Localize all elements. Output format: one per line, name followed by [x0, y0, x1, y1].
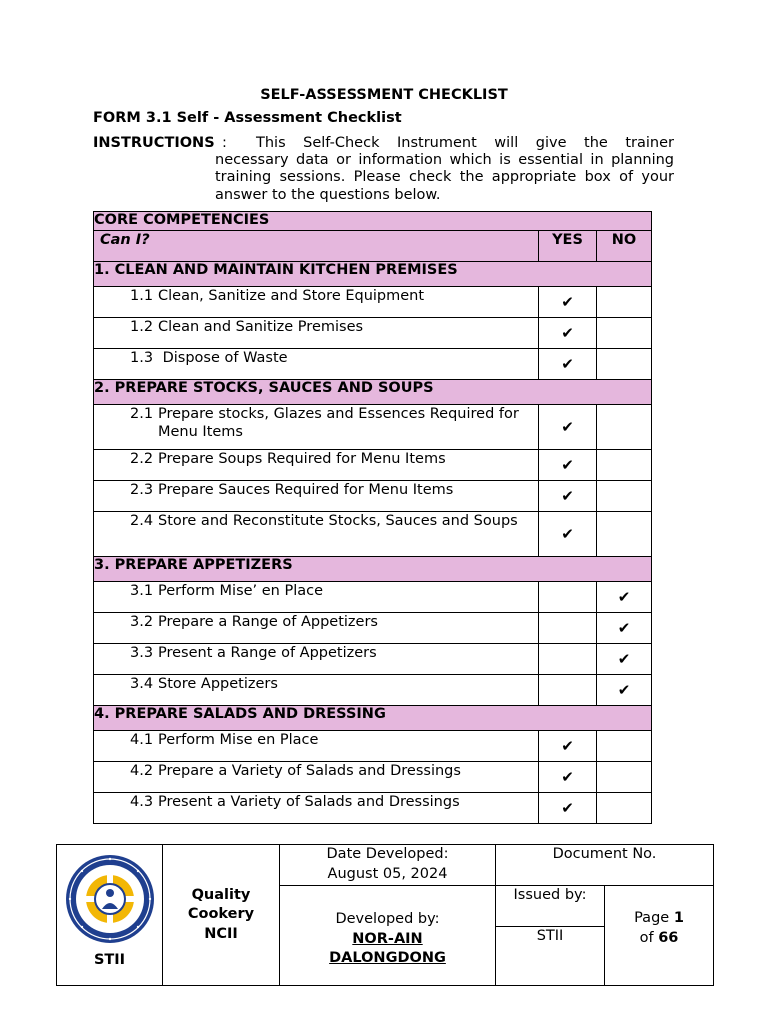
competency-number: 4.3	[130, 794, 154, 810]
yes-checkbox-cell[interactable]	[539, 318, 597, 349]
competency-row	[94, 613, 652, 644]
competency-number: 3.2	[130, 614, 154, 630]
competency-number: 1.3	[130, 350, 154, 366]
competency-cell	[94, 762, 539, 793]
checkmark-icon: ✔	[561, 293, 574, 311]
yes-checkbox-cell[interactable]	[539, 450, 597, 481]
no-column-header: NO	[597, 231, 652, 262]
checkmark-icon: ✔	[561, 525, 574, 543]
competency-cell	[94, 287, 539, 318]
yes-checkbox-cell[interactable]	[539, 582, 597, 613]
no-checkbox-cell[interactable]	[597, 762, 652, 793]
yes-checkbox-cell[interactable]	[539, 349, 597, 380]
yes-checkbox-cell[interactable]	[539, 613, 597, 644]
yes-checkbox-cell[interactable]	[539, 731, 597, 762]
competency-row	[94, 318, 652, 349]
competency-number: 4.2	[130, 763, 154, 779]
section-title: 1. CLEAN AND MAINTAIN KITCHEN PREMISES	[94, 262, 652, 287]
no-checkbox-cell[interactable]	[597, 318, 652, 349]
no-checkbox-cell[interactable]	[597, 675, 652, 706]
competency-row	[94, 762, 652, 793]
competency-text: Perform Mise en Place	[158, 732, 319, 748]
section-title: 2. PREPARE STOCKS, SAUCES AND SOUPS	[94, 380, 652, 405]
competency-number: 3.1	[130, 583, 154, 599]
yes-checkbox-cell[interactable]	[539, 793, 597, 824]
competency-cell	[94, 318, 539, 349]
no-checkbox-cell[interactable]	[597, 644, 652, 675]
competency-text: Clean, Sanitize and Store Equipment	[158, 288, 425, 304]
checkmark-icon: ✔	[561, 799, 574, 817]
logo-cell	[57, 845, 163, 986]
no-checkbox-cell[interactable]	[597, 405, 652, 450]
checkmark-icon: ✔	[617, 650, 631, 668]
no-checkbox-cell[interactable]	[597, 287, 652, 318]
competency-number: 2.2	[130, 451, 154, 467]
competency-row	[94, 481, 652, 512]
self-assessment-table	[93, 211, 652, 824]
yes-checkbox-cell[interactable]	[539, 762, 597, 793]
developed-by-cell	[280, 886, 496, 986]
page-word: Page	[634, 910, 670, 926]
page-number	[605, 909, 713, 929]
checkmark-icon: ✔	[561, 768, 574, 786]
competency-text: Store and Reconstitute Stocks, Sauces and Soups	[158, 513, 518, 529]
checkmark-icon: ✔	[561, 324, 574, 342]
instructions-label: INSTRUCTIONS	[93, 135, 215, 151]
competency-text: Present a Range of Appetizers	[158, 645, 377, 661]
competency-cell	[94, 405, 539, 450]
issued-by-cell	[496, 886, 605, 927]
no-checkbox-cell[interactable]	[597, 582, 652, 613]
section-row	[94, 380, 652, 405]
checkmark-icon: ✔	[561, 355, 574, 373]
no-checkbox-cell[interactable]	[597, 731, 652, 762]
competency-row	[94, 450, 652, 481]
checkmark-icon: ✔	[561, 487, 574, 505]
competency-cell	[94, 582, 539, 613]
competency-cell	[94, 481, 539, 512]
competency-number: 3.4	[130, 676, 154, 692]
of-word: of	[639, 929, 654, 946]
yes-checkbox-cell[interactable]	[539, 644, 597, 675]
developed-by-label: Developed by:	[335, 911, 440, 928]
checkmark-icon: ✔	[561, 737, 574, 755]
competency-number: 1.2	[130, 319, 154, 335]
qualification-line-2: Cookery	[187, 906, 255, 923]
page-current: 1	[673, 910, 684, 926]
table-header-columns	[94, 231, 652, 262]
competency-cell	[94, 613, 539, 644]
competency-number: 3.3	[130, 645, 154, 661]
competency-text: Present a Variety of Salads and Dressings	[158, 794, 460, 810]
page-title: SELF-ASSESSMENT CHECKLIST	[260, 87, 508, 103]
competency-cell	[94, 512, 539, 557]
no-checkbox-cell[interactable]	[597, 450, 652, 481]
developer-name-line-1: NOR-AIN	[352, 930, 423, 947]
competency-number: 1.1	[130, 288, 154, 304]
competency-text: Clean and Sanitize Premises	[158, 319, 364, 335]
issued-by-value: STII	[536, 928, 564, 944]
page-number-cell	[605, 886, 714, 986]
yes-checkbox-cell[interactable]	[539, 512, 597, 557]
competency-number: 4.1	[130, 732, 154, 748]
competency-row	[94, 582, 652, 613]
competency-row	[94, 793, 652, 824]
no-checkbox-cell[interactable]	[597, 793, 652, 824]
competency-text: Perform Mise’ en Place	[158, 583, 324, 599]
checkmark-icon: ✔	[561, 456, 574, 474]
can-i-header: Can I?	[94, 231, 539, 262]
table-header-core	[94, 212, 652, 231]
competency-row	[94, 349, 652, 380]
page-total-line	[605, 929, 713, 949]
form-title: FORM 3.1 Self - Assessment Checklist	[93, 110, 402, 126]
competency-number: 2.4	[130, 513, 154, 529]
date-developed-cell	[280, 845, 496, 886]
competency-text: Prepare Soups Required for Menu Items	[158, 451, 446, 467]
checkmark-icon: ✔	[617, 619, 631, 637]
no-checkbox-cell[interactable]	[597, 481, 652, 512]
qualification-cell	[163, 845, 280, 986]
checkmark-icon: ✔	[561, 418, 574, 436]
competency-cell	[94, 793, 539, 824]
competency-text: Prepare stocks, Glazes and Essences Required for Menu Items	[158, 406, 524, 440]
qualification-line-1: Quality	[191, 886, 251, 903]
competency-text: Prepare a Range of Appetizers	[158, 614, 378, 630]
competency-row	[94, 405, 652, 450]
competency-number: 2.3	[130, 482, 154, 498]
yes-column-header: YES	[539, 231, 597, 262]
no-checkbox-cell[interactable]	[597, 512, 652, 557]
section-row	[94, 262, 652, 287]
competency-text: Prepare Sauces Required for Menu Items	[158, 482, 454, 498]
competency-text: Dispose of Waste	[158, 350, 288, 366]
yes-checkbox-cell[interactable]	[539, 675, 597, 706]
competency-row	[94, 731, 652, 762]
core-competencies-header: CORE COMPETENCIES	[94, 212, 652, 231]
competency-row	[94, 287, 652, 318]
document-footer	[56, 844, 714, 986]
competency-cell	[94, 349, 539, 380]
yes-checkbox-cell[interactable]	[539, 405, 597, 450]
checkmark-icon: ✔	[617, 681, 631, 699]
no-checkbox-cell[interactable]	[597, 613, 652, 644]
competency-text: Prepare a Variety of Salads and Dressings	[158, 763, 461, 779]
page-total: 66	[658, 929, 679, 946]
competency-cell	[94, 450, 539, 481]
competency-number: 2.1	[130, 406, 154, 422]
document-number-label: Document No.	[552, 846, 657, 862]
section-title: 3. PREPARE APPETIZERS	[94, 557, 652, 582]
date-developed-value: August 05, 2024	[327, 865, 448, 882]
competency-cell	[94, 731, 539, 762]
organization-name: STII	[93, 952, 126, 968]
competency-row	[94, 644, 652, 675]
section-row	[94, 557, 652, 582]
competency-row	[94, 512, 652, 557]
instructions-text: This Self-Check Instrument will give the trainer necessary data or information which is essential in planning training sessions. Please check the appropriate box of your answer to the questions below.	[215, 135, 674, 203]
no-checkbox-cell[interactable]	[597, 349, 652, 380]
yes-checkbox-cell[interactable]	[539, 287, 597, 318]
section-row	[94, 706, 652, 731]
checkmark-icon: ✔	[617, 588, 631, 606]
issued-by-label: Issued by:	[513, 887, 587, 903]
document-number-cell	[496, 845, 714, 886]
institute-seal-icon	[57, 853, 162, 949]
competency-cell	[94, 675, 539, 706]
issued-by-value-cell	[496, 927, 605, 986]
section-title: 4. PREPARE SALADS AND DRESSING	[94, 706, 652, 731]
instructions-colon: :	[222, 135, 227, 151]
competency-row	[94, 675, 652, 706]
developer-name-line-2: DALONGDONG	[329, 950, 446, 967]
qualification-line-3: NCII	[204, 925, 238, 942]
date-developed-label: Date Developed:	[326, 846, 449, 862]
competency-cell	[94, 644, 539, 675]
yes-checkbox-cell[interactable]	[539, 481, 597, 512]
competency-text: Store Appetizers	[158, 676, 278, 692]
